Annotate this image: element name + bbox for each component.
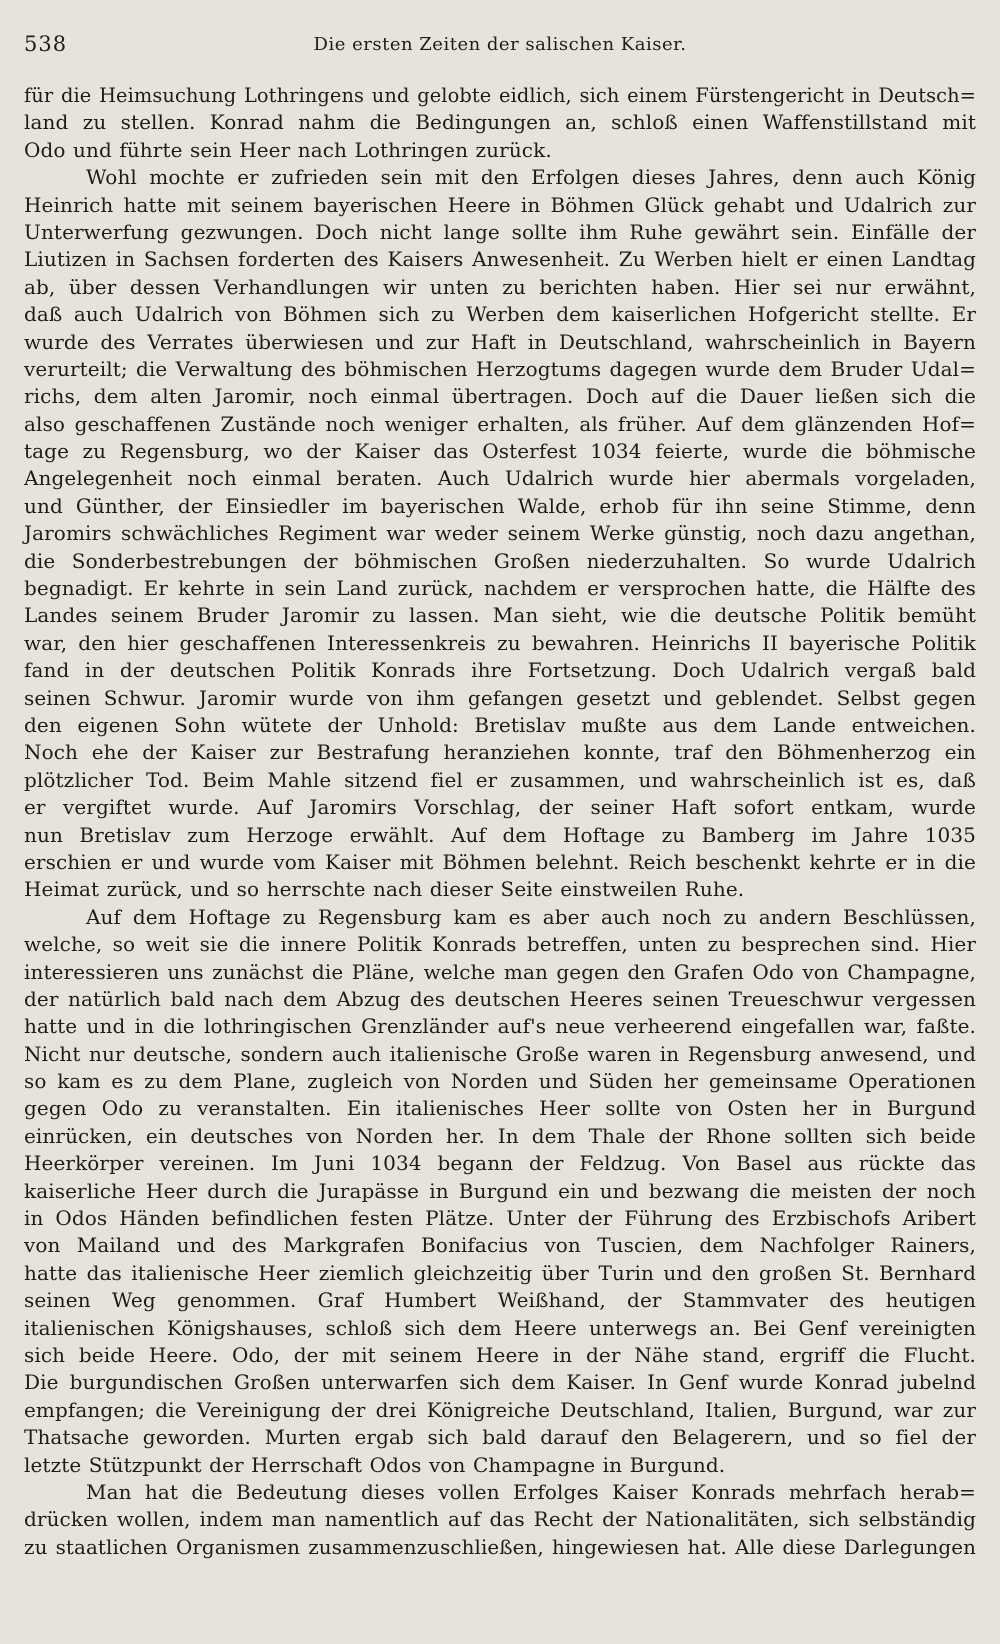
text-line: den eigenen Sohn wütete der Unhold: Bretislav mußte aus dem Lande entweichen. [24, 712, 976, 737]
text-line: Man hat die Bedeutung dieses vollen Erfolges Kaiser Konrads mehrfach herab= [86, 1479, 976, 1504]
text-line: in Odos Händen befindlichen festen Plätze. Unter der Führung des Erzbischofs Aribert [24, 1206, 976, 1231]
text-line: Noch ehe der Kaiser zur Bestrafung heranziehen konnte, traf den Böhmenherzog ein [24, 740, 976, 765]
paragraph [24, 1479, 976, 1561]
text-line: drücken wollen, indem man namentlich auf das Recht der Nationalitäten, sich selbständig [24, 1507, 976, 1532]
text-line: der natürlich bald nach dem Abzug des deutschen Heeres seinen Treueschwur vergessen [24, 986, 976, 1011]
text-line: hatte und in die lothringischen Grenzländer auf's neue verheerend eingefallen war, faßte. [24, 1014, 976, 1039]
body-text [24, 82, 976, 1561]
text-line: tage zu Regensburg, wo der Kaiser das Osterfest 1034 feierte, wurde die böhmische [24, 439, 976, 464]
text-line: plötzlicher Tod. Beim Mahle sitzend fiel er zusammen, und wahrscheinlich ist es, daß [24, 767, 976, 792]
text-line: wurde des Verrates überwiesen und zur Haft in Deutschland, wahrscheinlich in Bayern [24, 329, 976, 354]
text-line: die Sonderbestrebungen der böhmischen Großen niederzuhalten. So wurde Udalrich [24, 548, 976, 573]
text-line: und Günther, der Einsiedler im bayerischen Walde, erhob für ihn seine Stimme, denn [24, 493, 976, 518]
text-line: er vergiftet wurde. Auf Jaromirs Vorschlag, der seiner Haft sofort entkam, wurde [24, 795, 976, 820]
text-line: land zu stellen. Konrad nahm die Bedingungen an, schloß einen Waffenstillstand mit [24, 110, 976, 135]
text-line: Auf dem Hoftage zu Regensburg kam es aber auch noch zu andern Beschlüssen, [86, 904, 976, 929]
text-line: war, den hier geschaffenen Interessenkreis zu bewahren. Heinrichs II bayerische Politik [24, 630, 976, 655]
paragraph [24, 82, 976, 164]
running-title: Die ersten Zeiten der salischen Kaiser. [313, 34, 687, 55]
text-line: erschien er und wurde vom Kaiser mit Böhmen belehnt. Reich beschenkt kehrte er in die [24, 849, 976, 874]
text-line: Landes seinem Bruder Jaromir zu lassen. Man sieht, wie die deutsche Politik bemüht [24, 603, 976, 628]
paragraph [24, 904, 976, 1479]
text-line: fand in der deutschen Politik Konrads ihre Fortsetzung. Doch Udalrich vergaß bald [24, 658, 976, 683]
text-line: Odo und führte sein Heer nach Lothringen zurück. [24, 137, 552, 162]
text-line: für die Heimsuchung Lothringens und gelobte eidlich, sich einem Fürstengericht in Deutsch= [24, 84, 976, 107]
running-head [24, 32, 976, 72]
text-line: richs, dem alten Jaromir, noch einmal übertragen. Doch auf die Dauer ließen sich die [24, 384, 976, 409]
paragraph [24, 164, 976, 904]
text-line: Wohl mochte er zufrieden sein mit den Erfolgen dieses Jahres, denn auch König [86, 165, 976, 190]
text-line: so kam es zu dem Plane, zugleich von Norden und Süden her gemeinsame Operationen [24, 1069, 976, 1094]
text-line: welche, so weit sie die innere Politik Konrads betreffen, unten zu besprechen sind. Hier [24, 932, 976, 957]
text-line: also geschaffenen Zustände noch weniger erhalten, als früher. Auf dem glänzenden Hof= [24, 411, 976, 436]
text-line: italienischen Königshauses, schloß sich dem Heere unterwegs an. Bei Genf vereinigten [24, 1315, 976, 1340]
text-line: verurteilt; die Verwaltung des böhmischen Herzogtums dagegen wurde dem Bruder Udal= [24, 356, 976, 381]
text-line: gegen Odo zu veranstalten. Ein italienisches Heer sollte von Osten her in Burgund [24, 1096, 976, 1121]
text-line: ab, über dessen Verhandlungen wir unten zu berichten haben. Hier sei nur erwähnt, [24, 274, 976, 299]
text-line: Heinrich hatte mit seinem bayerischen Heere in Böhmen Glück gehabt und Udalrich zur [24, 192, 976, 217]
text-line: Jaromirs schwächliches Regiment war weder seinem Werke günstig, noch dazu angethan, [24, 521, 976, 546]
text-line: von Mailand und des Markgrafen Bonifacius von Tuscien, dem Nachfolger Rainers, [24, 1233, 976, 1258]
text-line: Thatsache geworden. Murten ergab sich bald darauf den Belagerern, und so fiel der [24, 1425, 976, 1450]
text-line: hatte das italienische Heer ziemlich gleichzeitig über Turin und den großen St. Bernhard [24, 1260, 976, 1285]
text-line: interessieren uns zunächst die Pläne, welche man gegen den Grafen Odo von Champagne, [24, 959, 976, 984]
text-line: daß auch Udalrich von Böhmen sich zu Werben dem kaiserlichen Hofgericht stellte. Er [24, 302, 976, 327]
text-line: Heerkörper vereinen. Im Juni 1034 begann der Feldzug. Von Basel aus rückte das [24, 1151, 976, 1176]
text-line: Unterwerfung gezwungen. Doch nicht lange sollte ihm Ruhe gewährt sein. Einfälle der [24, 219, 976, 244]
text-line: empfangen; die Vereinigung der drei Königreiche Deutschland, Italien, Burgund, war zur [24, 1397, 976, 1422]
text-line: kaiserliche Heer durch die Jurapässe in Burgund ein und bezwang die meisten der noch [24, 1178, 976, 1203]
text-line: Liutizen in Sachsen forderten des Kaisers Anwesenheit. Zu Werben hielt er einen Landtag [24, 247, 976, 272]
text-line: Die burgundischen Großen unterwarfen sich dem Kaiser. In Genf wurde Konrad jubelnd [24, 1370, 976, 1395]
text-line: sich beide Heere. Odo, der mit seinem Heere in der Nähe stand, ergriff die Flucht. [24, 1342, 976, 1367]
text-line: Nicht nur deutsche, sondern auch italienische Große waren in Regensburg anwesend, und [24, 1041, 976, 1066]
page-number: 538 [24, 32, 68, 56]
text-line: Angelegenheit noch einmal beraten. Auch Udalrich wurde hier abermals vorgeladen, [24, 466, 976, 491]
text-line: einrücken, ein deutsches von Norden her. In dem Thale der Rhone sollten sich beide [24, 1123, 976, 1148]
text-line: seinen Weg genommen. Graf Humbert Weißhand, der Stammvater des heutigen [24, 1288, 976, 1313]
text-line: Heimat zurück, und so herrschte nach dieser Seite einstweilen Ruhe. [24, 877, 745, 902]
text-line: zu staatlichen Organismen zusammenzuschließen, hingewiesen hat. Alle diese Darlegungen [24, 1535, 976, 1559]
text-line: letzte Stützpunkt der Herrschaft Odos von Champagne in Burgund. [24, 1452, 726, 1477]
text-line: begnadigt. Er kehrte in sein Land zurück, nachdem er versprochen hatte, die Hälfte des [24, 576, 976, 601]
text-line: seinen Schwur. Jaromir wurde von ihm gefangen gesetzt und geblendet. Selbst gegen [24, 685, 976, 710]
text-line: nun Bretislav zum Herzoge erwählt. Auf dem Hoftage zu Bamberg im Jahre 1035 [24, 822, 976, 847]
